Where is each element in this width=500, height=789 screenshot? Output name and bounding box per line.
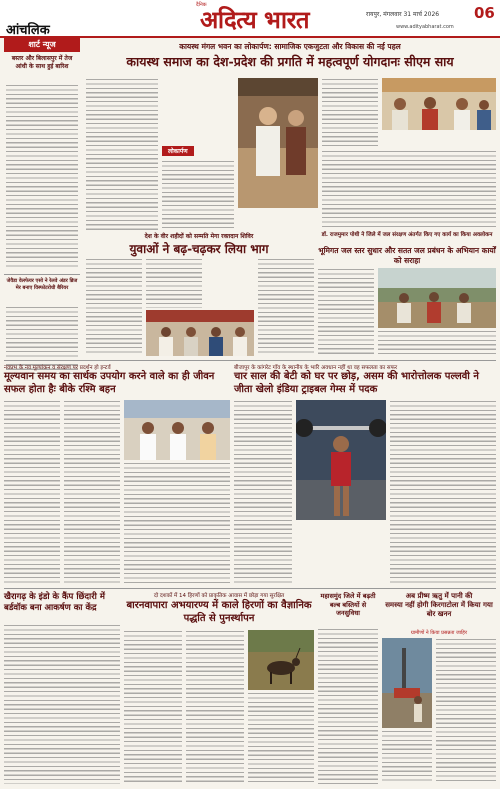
short-news-body-1	[6, 84, 78, 270]
story9-body-2	[382, 730, 432, 784]
story2-body-col1	[86, 258, 142, 356]
story1-body-col1	[86, 78, 158, 230]
story3-body-col1	[318, 268, 374, 356]
photo-blackbuck	[248, 630, 314, 690]
story1-headline: कायस्थ समाज का देश-प्रदेश की प्रगति में महत्वपूर्ण योगदानः सीएम साय	[126, 54, 454, 69]
story4-body-col3	[124, 462, 230, 584]
divider	[4, 274, 80, 275]
story2-headline: युवाओं ने बढ़-चढ़कर लिया भाग	[129, 242, 269, 256]
story2-body-col2	[146, 258, 202, 308]
story2-photo	[146, 310, 254, 356]
story5-body-col2	[390, 400, 496, 584]
story1-body-col4	[322, 150, 496, 230]
masthead	[0, 0, 500, 38]
story5-kicker: बीजापुर के कांगरेट गाँव के स्थानीय के भारि अवधान नहीं था वह सफलता का सफर	[234, 365, 398, 371]
story4-headline: मूल्यवान समय का सार्थक उपयोग करने वाले का ही जीवन सफल होता हैः बीके रश्मि बहन	[4, 371, 215, 395]
photo-borewell	[382, 638, 432, 728]
story5-body-col1	[234, 400, 292, 584]
story6-headline: खैरागढ़ के इंडो के कैंप छिंदारी में बर्डवॉक बना आकर्षण का केंद्र	[4, 592, 105, 613]
story3-photo	[378, 268, 496, 328]
story6-body	[4, 624, 120, 784]
photo-cm-ceremony	[238, 78, 318, 208]
story9-subhead: ग्रामीणों ने किया प्रसन्नता जाहिर	[411, 630, 467, 636]
story5-photo	[296, 400, 386, 520]
story4-kicker: नवप्रभ के नव मूल्यांकन व संरक्षण पर प्रदर्शन हो इन्टर्व	[4, 365, 111, 371]
section-title: आंचलिक	[6, 23, 50, 38]
photo-bk-program	[124, 400, 230, 460]
story4-photo	[124, 400, 230, 460]
story2-kicker: देश के वीर शहीदों को सम्मति मेगा रक्तदान शिविर	[144, 233, 254, 240]
story7-body-col2	[186, 630, 244, 784]
divider	[4, 360, 496, 361]
short-news-column	[4, 38, 80, 378]
story1-photo-1	[238, 78, 318, 208]
story7-headline: बारनवापारा अभयारण्य में काले हिरणों का वैज्ञानिक पद्धति से पुनर्स्थापन	[126, 600, 312, 624]
story9-headline: समस्या नहीं होगी किरगाटोला में किया गया बोर खनन	[385, 601, 493, 618]
story1-body-col3	[322, 78, 378, 148]
story7-body-col1	[124, 630, 182, 784]
story3-kicker: डॉ. राजमुमार पोथी ने जिले में जल संरक्षण अंतर्गत किए गए कार्य का किया अवलोकन	[321, 232, 493, 238]
short-news-headline-2: जेवैडा वेलफेयर एसो ने रेलवे अंडर ब्रिज मेर बनाए विस्फोटरोधी बैरियर	[6, 278, 78, 291]
short-news-headline-1: बस्तर और बिलासपुर में तेज आंधी के साथ हुई बारिश	[11, 55, 73, 70]
masthead-tagline: दैनिक	[196, 2, 207, 8]
story2-body-col3	[258, 258, 314, 356]
story9-photo	[382, 638, 432, 728]
page-number: 06	[474, 4, 495, 22]
photo-audience	[382, 78, 496, 130]
website-url: www.adityabharat.com	[396, 24, 454, 30]
story3-body-col2	[378, 330, 496, 356]
story7-photo	[248, 630, 314, 690]
story7-kicker: दो दशकों में 14 हिरणों को प्राकृतिक आवास में छोड़ा गया सुरक्षित	[153, 593, 285, 599]
story4-body-col1	[4, 400, 60, 584]
story9-body	[436, 638, 496, 784]
story8-headline: महासमुंद जिले में बढ़ती बल्ब बस्तियों से जनसुविधा	[320, 592, 376, 617]
photo-weightlifter	[296, 400, 386, 520]
story1-body-col2	[162, 160, 234, 230]
story1-label: लोकार्पण	[162, 146, 194, 156]
story1-kicker: कायस्थ मंगल भवन का लोकार्पण: सामाजिक एकजुटता और विकास की नई पहल	[179, 42, 401, 51]
story4-body-col2	[64, 400, 120, 584]
story3-headline: भूमिगत जल स्तर सुधार और सतत जल प्रबंधन के अभियान कार्यों को सराहा	[318, 246, 496, 265]
photo-water-inspection	[378, 268, 496, 328]
story5-headline: चार साल की बेटी को घर पर छोड़, असम की भारोत्तोलक पल्लवी ने जीता खेलो इंडिया ट्राइबल गेम्स में पदक	[234, 371, 479, 395]
edition-info: रायपुर, मंगलवार 31 मार्च 2026	[366, 11, 440, 18]
short-news-title: शार्ट न्यूज	[4, 38, 80, 52]
story1-photo-2	[382, 78, 496, 130]
story9-kicker: अब प्रीष्म ऋतु में पानी की	[405, 592, 473, 600]
story7-body-col3	[248, 692, 314, 784]
story8-body	[318, 628, 378, 784]
divider	[4, 588, 496, 589]
newspaper-logo: अदित्य भारत	[200, 6, 310, 34]
photo-blood-donation	[146, 310, 254, 356]
